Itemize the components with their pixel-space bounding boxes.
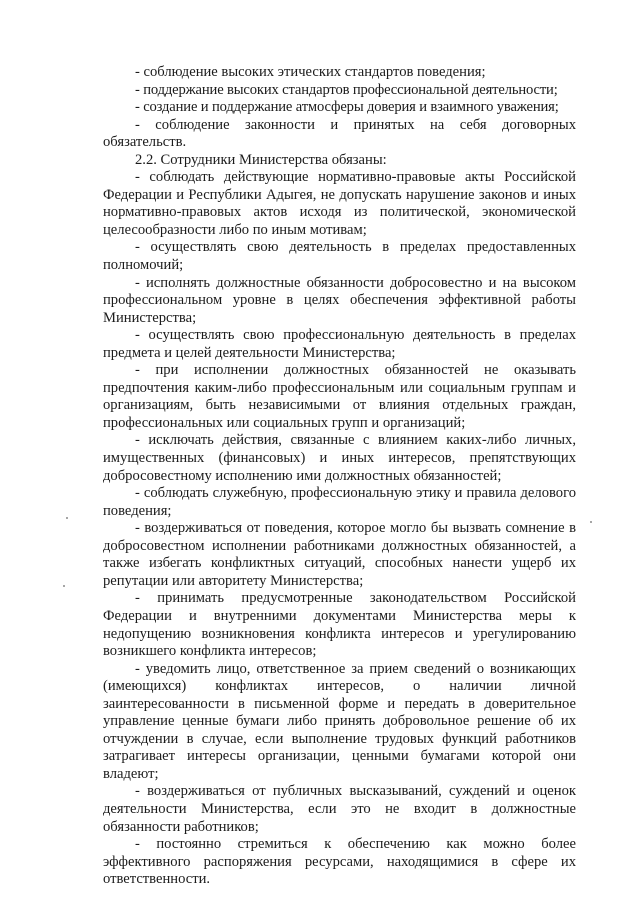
list-item: - воздерживаться от публичных высказываний, суждений и оценок деятельности Министерства, если это не входит в должностные обязанности работников;	[103, 783, 576, 835]
list-item: - соблюдать служебную, профессиональную этику и правила делового поведения;	[103, 485, 576, 519]
list-item: - соблюдение законности и принятых на себя договорных обязательств.	[103, 116, 576, 151]
list-item: - принимать предусмотренные законодательством Российской Федерации и внутренними документами Министерства меры к недопущению возникновения конфликта интересов и урегулированию возникшего конфликта интересов;	[103, 590, 576, 660]
list-item: - соблюдать действующие нормативно-правовые акты Российской Федерации и Республики Адыгея, не допускать нарушение законов и иных нормативно-правовых актов исходя из политической, экономической целесообразности либо по иным мотивам;	[103, 169, 576, 238]
list-item: - воздерживаться от поведения, которое могло бы вызвать сомнение в добросовестном исполнении работниками должностных обязанностей, а также избегать конфликтных ситуаций, способных нанести ущерб их репутации или авторитету Министерства;	[103, 520, 576, 589]
list-item: - уведомить лицо, ответственное за прием сведений о возникающих (имеющихся) конфликтах интересов, о наличии личной заинтересованности в письменной форме и передать в доверительное управление ценные бумаги либо принять добровольное решение об их отчуждении в случае, если выполнение трудовых функций работников затрагивает интересы организации, ценными бумагами которой они владеют;	[103, 660, 576, 782]
list-item: - постоянно стремиться к обеспечению как можно более эффективного распоряжения ресурсами, находящимися в сфере их ответственности.	[103, 836, 576, 888]
scan-speck	[590, 521, 592, 523]
list-item: - исключать действия, связанные с влиянием каких-либо личных, имущественных (финансовых) и иных интересов, препятствующих добросовестному исполнению ими должностных обязанностей;	[103, 432, 576, 484]
list-item: - осуществлять свою деятельность в пределах предоставленных полномочий;	[103, 239, 576, 274]
section-heading: 2.2. Сотрудники Министерства обязаны:	[135, 151, 387, 168]
list-item: - при исполнении должностных обязанностей не оказывать предпочтения каким-либо профессиональным или социальным группам и организациям, быть независимыми от влияния отдельных граждан, профессиональных или социальных групп и организаций;	[103, 362, 576, 431]
list-item: - соблюдение высоких этических стандартов поведения;	[135, 64, 486, 80]
list-item: - создание и поддержание атмосферы доверия и взаимного уважения;	[135, 99, 559, 116]
scan-speck	[66, 517, 68, 519]
list-item: - осуществлять свою профессиональную деятельность в пределах предмета и целей деятельности Министерства;	[103, 327, 576, 361]
document-body	[103, 64, 576, 889]
scan-speck	[63, 585, 65, 587]
list-item: - поддержание высоких стандартов профессиональной деятельности;	[135, 81, 558, 98]
list-item: - исполнять должностные обязанности добросовестно и на высоком профессиональном уровне в целях обеспечения эффективной работы Министерства;	[103, 274, 576, 326]
